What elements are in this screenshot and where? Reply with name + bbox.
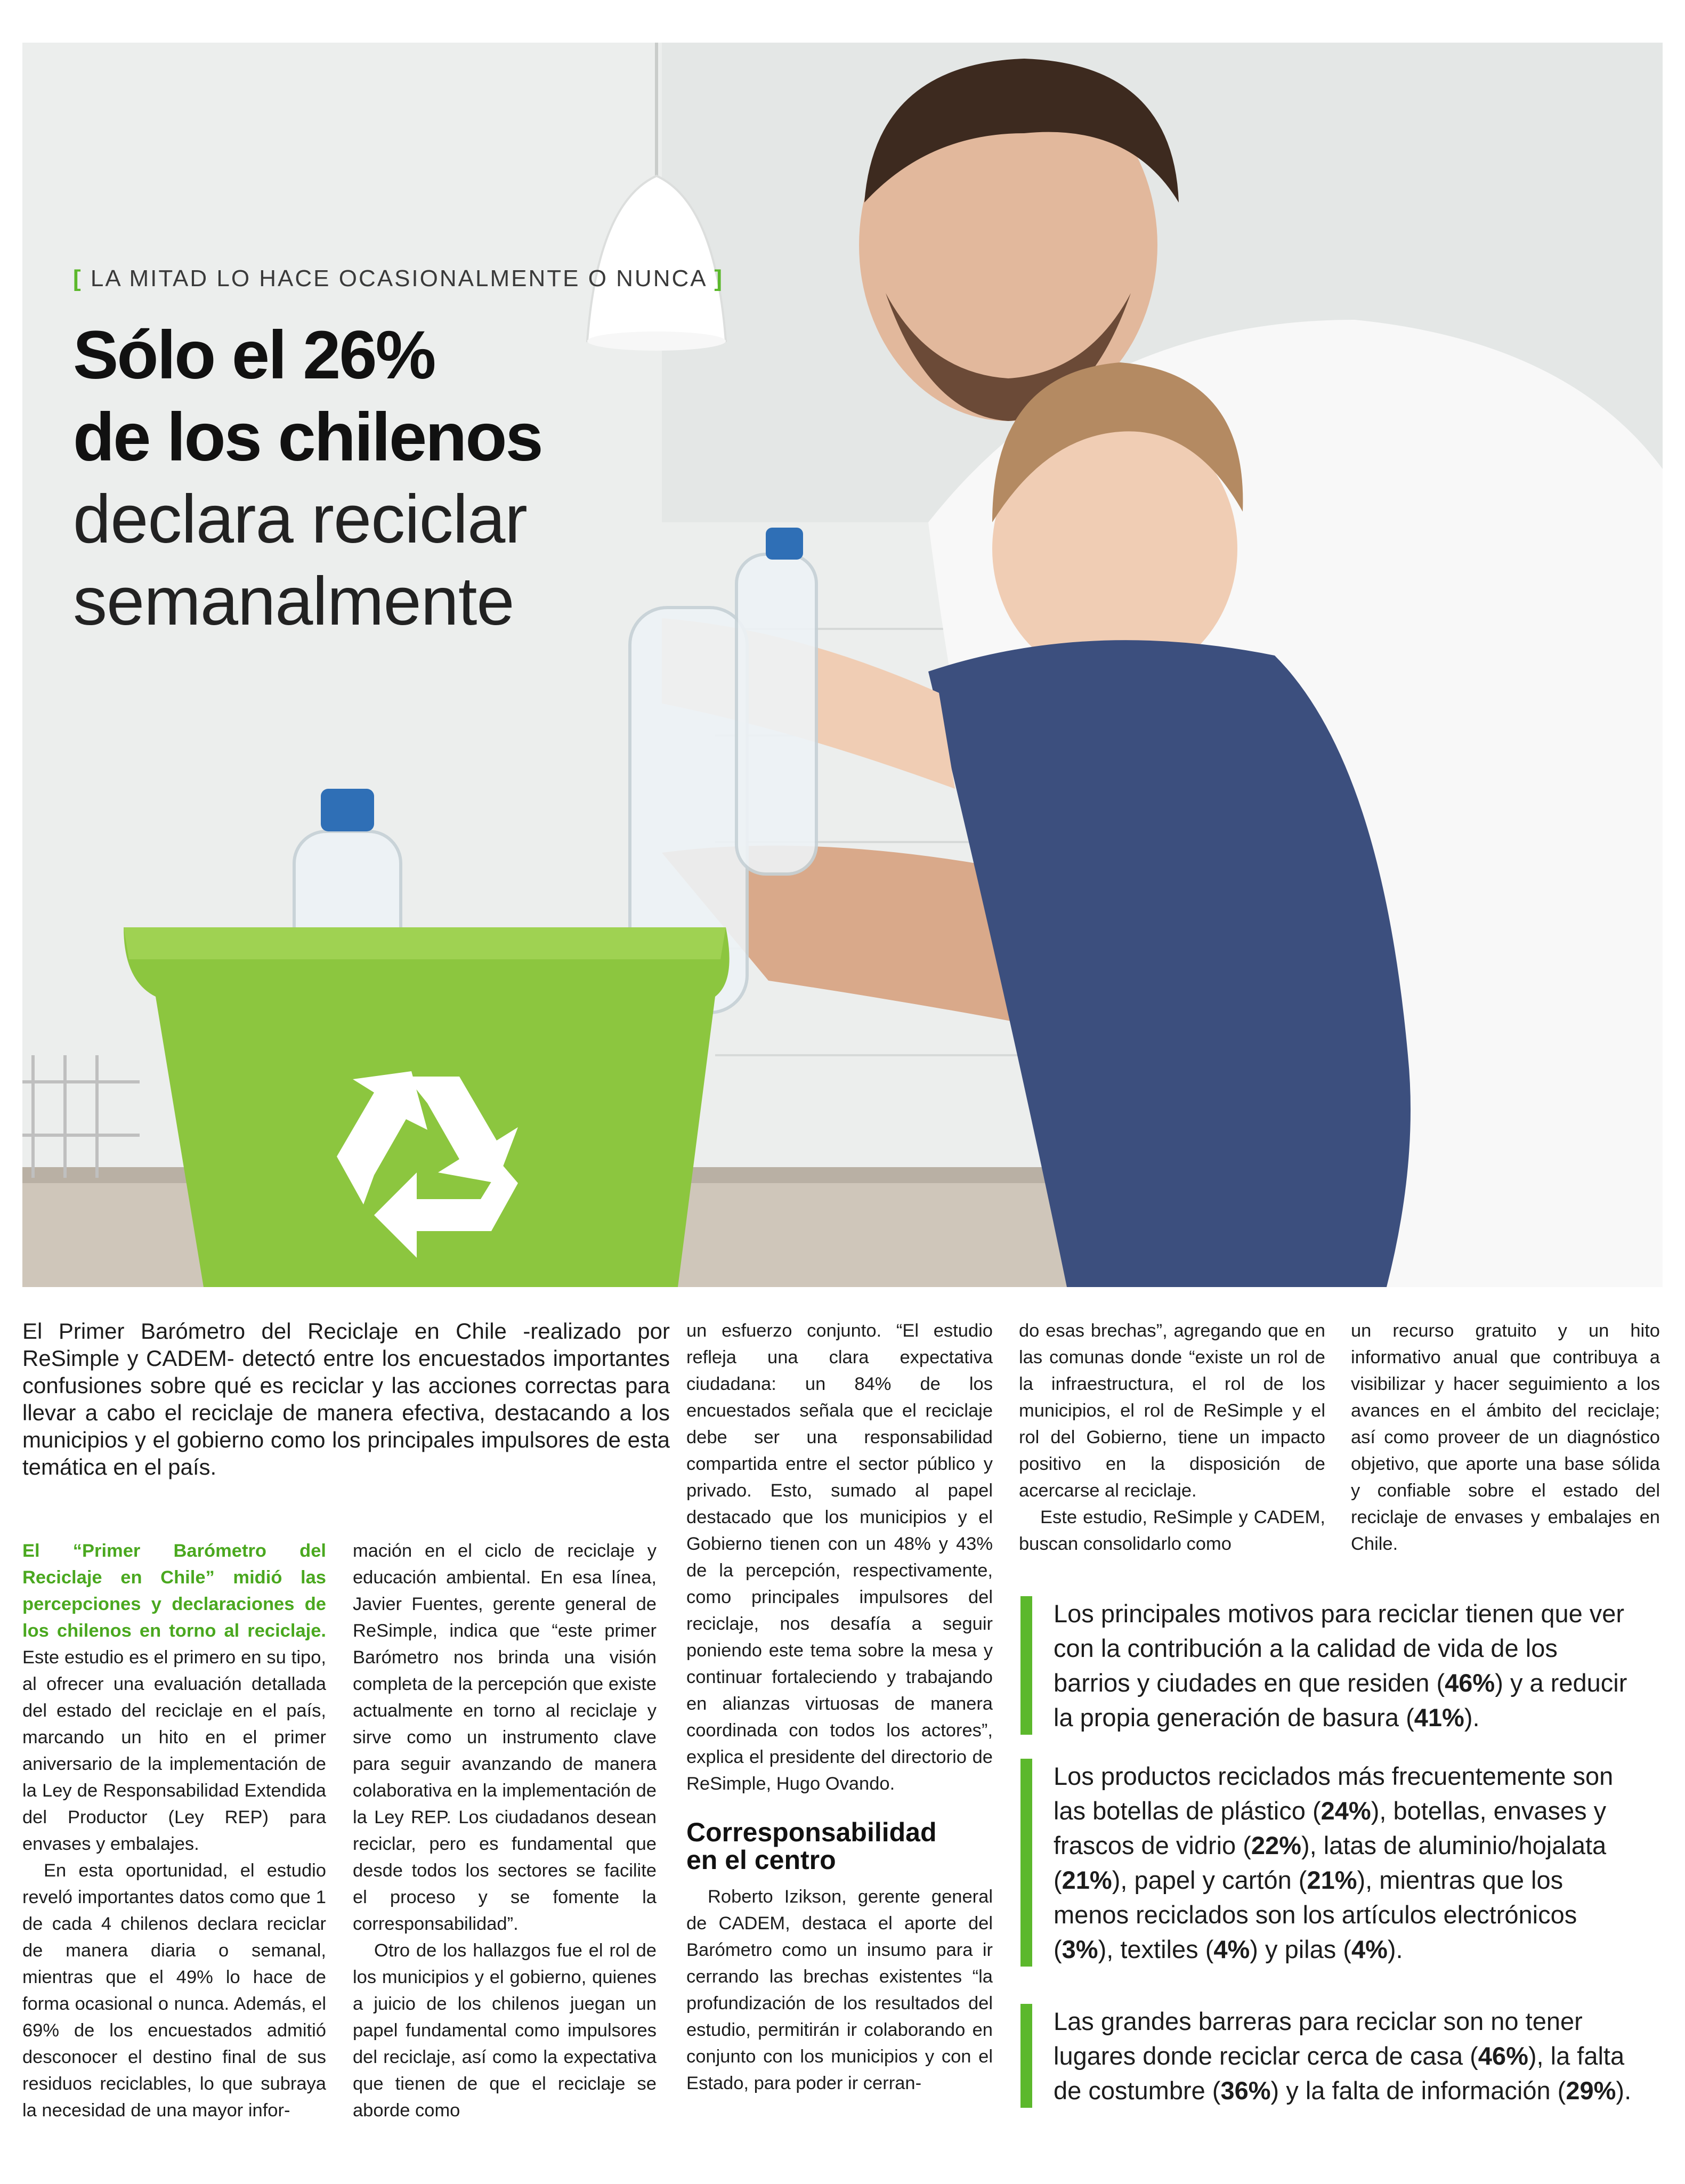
headline-line-4: semanalmente (73, 563, 514, 640)
subhead-line-1: Corresponsabilidad (686, 1817, 937, 1847)
body-column-4 (1019, 1317, 1325, 1557)
highlight-box-barreras (1020, 2004, 1639, 2108)
body-column-3 (686, 1317, 993, 2097)
box-stat: 46% (1478, 2042, 1528, 2070)
box-text: ). (1387, 1935, 1403, 1963)
box-text: Los principales motivos para reciclar tienen que ver con la contribución a la calidad de vida de los barrios y ciudades en que residen ( (1054, 1599, 1625, 1697)
kicker (73, 265, 724, 292)
section-subhead (686, 1818, 993, 1874)
box-text: ). (1464, 1703, 1480, 1732)
box-text: ), textiles ( (1098, 1935, 1214, 1963)
box-stat: 4% (1213, 1935, 1250, 1963)
box-stat: 21% (1307, 1866, 1357, 1894)
box-stat: 4% (1351, 1935, 1388, 1963)
highlight-box-productos (1020, 1759, 1639, 1967)
paragraph: Otro de los hallazgos fue el rol de los municipios y el gobierno, quienes a juicio de los chilenos juegan un papel fundamental como impulsores del reciclaje, así como la expectativa que tienen de que el reciclaje se aborde como (353, 1940, 657, 2121)
paragraph: mación en el ciclo de reciclaje y educación ambiental. En esa línea, Javier Fuentes, gerente general de ReSimple, indica que “este primer Barómetro nos brinda una visión completa de la percepción que existe actualmente en torno al reciclaje y sirve como un instrumento clave para seguir avanzando de manera colaborativa en la implementación de la Ley REP. Los ciudadanos desean reciclar, pero es fundamental que desde todos los sectores se facilite el proceso y se fomente la corresponsabilidad”. (353, 1541, 657, 1934)
subhead-line-2: en el centro (686, 1845, 836, 1875)
box-text: ), botellas, envases y frascos de vidrio ( (1054, 1797, 1607, 1859)
paragraph: Roberto Izikson, gerente general de CADEM, destaca el aporte del Barómetro como un insumo para ir cerrando las brechas existentes “la profundización de los resultados del estudio, permitirán ir colaborando en conjunto con los municipios y con el Estado, para poder ir cerran- (686, 1887, 993, 2093)
kicker-text: LA MITAD LO HACE OCASIONALMENTE O NUNCA (90, 265, 707, 292)
paragraph (22, 1538, 326, 1857)
highlight-box-motivos (1020, 1596, 1639, 1735)
body-column-2 (353, 1538, 657, 2124)
box-stat: 22% (1251, 1831, 1301, 1859)
box-text: ), la falta de costumbre ( (1054, 2042, 1625, 2105)
box-text: ), papel y cartón ( (1112, 1866, 1307, 1894)
box-stat: 46% (1445, 1669, 1495, 1697)
kicker-bracket-close: ] (714, 265, 724, 292)
box-stat: 36% (1220, 2076, 1271, 2105)
hero-photo (22, 43, 1663, 1287)
box-text: ) y la falta de información ( (1270, 2076, 1566, 2105)
box-text: ), mientras que los menos reciclados son los artículos electrónicos ( (1054, 1866, 1577, 1963)
box-text: ). (1616, 2076, 1632, 2105)
paragraph: En esta oportunidad, el estudio reveló importantes datos como que 1 de cada 4 chilenos declara reciclar de manera diaria o semanal, mientras que el 49% lo hace de forma ocasional o nunca. Además, el 69% de los encuestados admitió desconocer el destino final de sus residuos reciclables, lo que subraya la necesidad de una mayor infor- (22, 1861, 326, 2121)
body-column-5 (1351, 1317, 1660, 1557)
headline-line-1: Sólo el 26% (73, 317, 435, 393)
headline-bold (73, 314, 712, 479)
headline-line-2: de los chilenos (73, 399, 542, 475)
box-text: ), latas de aluminio/hojalata ( (1054, 1831, 1607, 1894)
lead-paragraph: El Primer Barómetro del Reciclaje en Chile -realizado por ReSimple y CADEM- detectó entre los encuestados importantes confusiones sobre qué es reciclar y las acciones correctas para llevar a cabo el reciclaje de manera efectiva, destacando a los municipios y el gobierno como los principales impulsores de esta temática en el país. (22, 1319, 670, 1479)
box-text: ) y a reducir la propia generación de basura ( (1054, 1669, 1627, 1732)
article-intro-highlight: El “Primer Barómetro del Reciclaje en Chile” midió las percepciones y declaraciones de los chilenos en torno al reciclaje. (22, 1541, 326, 1641)
headline-light (73, 479, 712, 643)
box-stat: 24% (1321, 1797, 1371, 1825)
box-stat: 3% (1062, 1935, 1098, 1963)
body-column-1 (22, 1538, 326, 2124)
paragraph: do esas brechas”, agregando que en las comunas donde “existe un rol de la infraestructura, el rol de los municipios, el rol de ReSimple y el rol del Gobierno, tiene un impacto positivo en la disposición de acercarse al reciclaje. (1019, 1321, 1325, 1501)
paragraph: un recurso gratuito y un hito informativo anual que contribuya a visibilizar y hacer seguimiento a los avances en el ámbito del reciclaje; así como proveer de un diagnóstico objetivo, que aporte una base sólida y confiable sobre el estado del reciclaje de envases y embalajes en Chile. (1351, 1321, 1660, 1554)
box-stat: 21% (1062, 1866, 1112, 1894)
box-stat: 41% (1414, 1703, 1464, 1732)
kicker-bracket-open: [ (73, 265, 83, 292)
kitchen-scene-illustration (22, 43, 1663, 1287)
box-text: Los productos reciclados más frecuentemente son las botellas de plástico ( (1054, 1762, 1614, 1825)
box-text: Las grandes barreras para reciclar son no tener lugares donde reciclar cerca de casa ( (1054, 2007, 1583, 2070)
box-stat: 29% (1566, 2076, 1616, 2105)
headline-line-3: declara reciclar (73, 481, 527, 557)
paragraph-text: Este estudio es el primero en su tipo, al ofrecer una evaluación detallada del estado del reciclaje en el país, marcando un hito en el primer aniversario de la implementación de la Ley de Responsabilidad Extendida del Productor (Ley REP) para envases y embalajes. (22, 1647, 326, 1854)
box-text: ) y pilas ( (1250, 1935, 1351, 1963)
paragraph: Este estudio, ReSimple y CADEM, buscan consolidarlo como (1019, 1507, 1325, 1554)
paragraph: un esfuerzo conjunto. “El estudio refleja una clara expectativa ciudadana: un 84% de los encuestados señala que el reciclaje debe ser una responsabilidad compartida entre el sector público y privado. Esto, sumado al papel destacado que los municipios y el Gobierno tienen con un 48% y 43% de la percepción, respectivamente, como principales impulsores del reciclaje, nos desafía a seguir poniendo este tema sobre la mesa y continuar fortaleciendo y trabajando en alianzas virtuosas de manera coordinada con todos los actores”, explica el presidente del directorio de ReSimple, Hugo Ovando. (686, 1321, 993, 1794)
